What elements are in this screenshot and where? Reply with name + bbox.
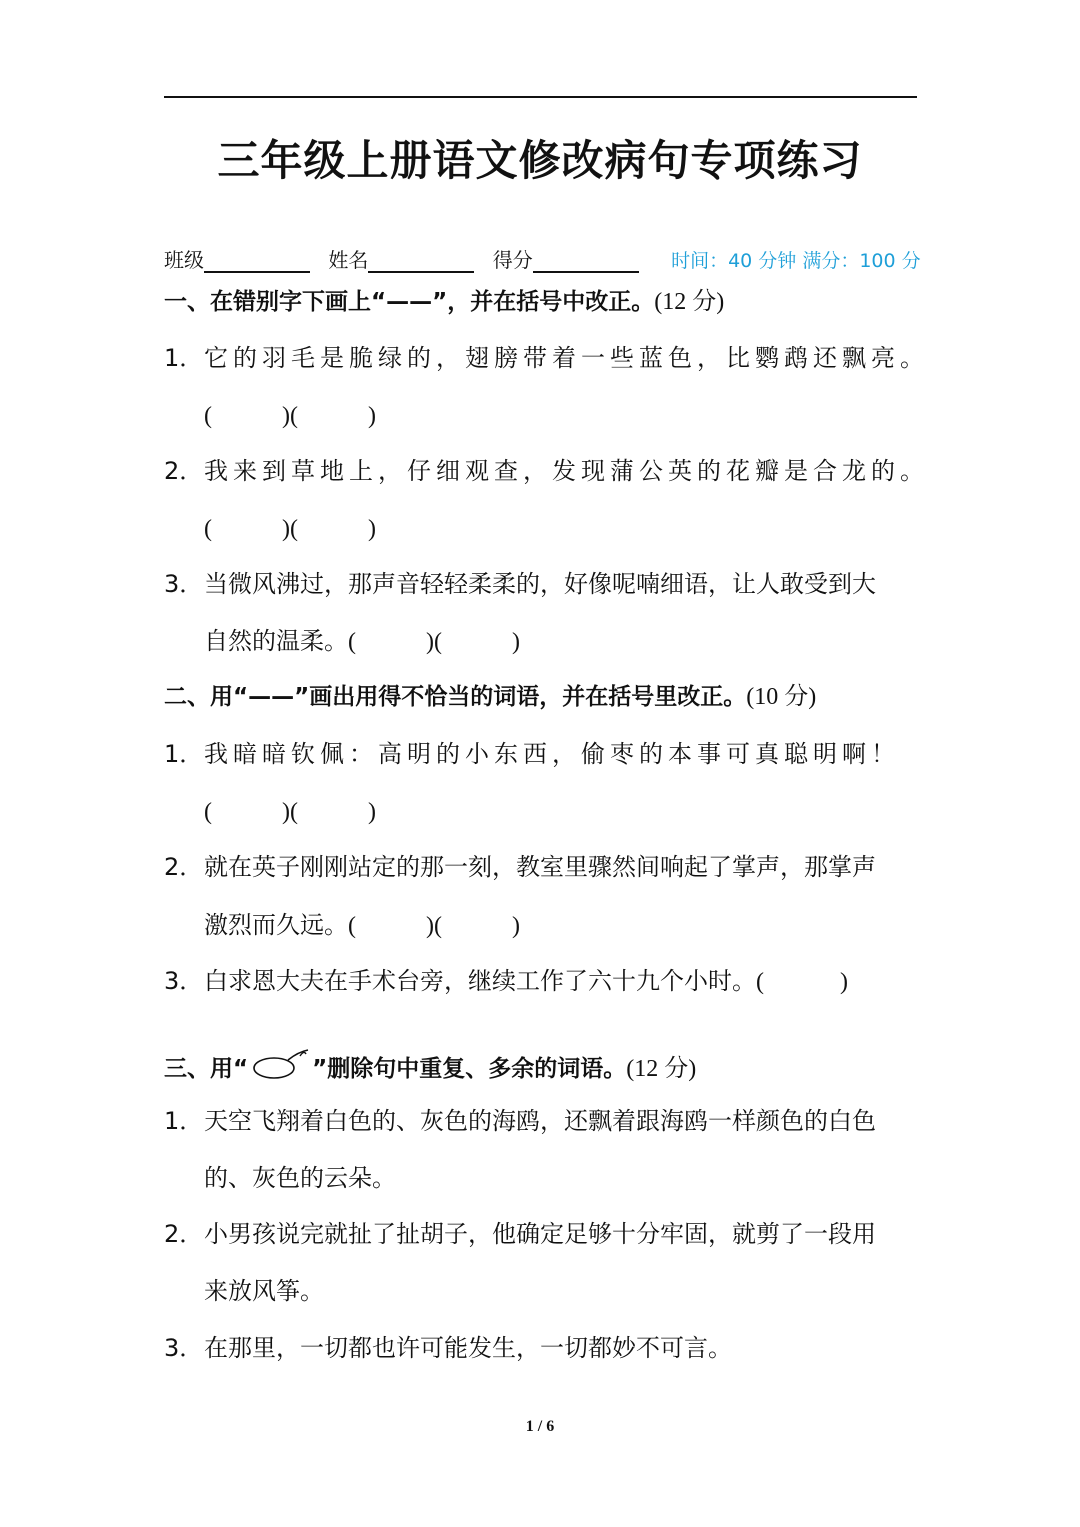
s1-item3-cont: 自然的温柔。( )( ) bbox=[204, 627, 520, 655]
student-info-row bbox=[164, 244, 924, 273]
section2-heading: 二、用“——”画出用得不恰当的词语，并在括号里改正。(10 分) bbox=[164, 684, 817, 710]
score-blank[interactable] bbox=[533, 249, 639, 273]
s3-item3: 3．在那里，一切都也许可能发生，一切都妙不可言。 bbox=[164, 1334, 732, 1362]
score-label: 得分 bbox=[492, 248, 533, 272]
s1-item3: 3．当微风沸过，那声音轻轻柔柔的，好像呢喃细语，让人敢受到大 bbox=[164, 570, 876, 598]
s2-item3-answers[interactable]: ( ) bbox=[756, 969, 848, 995]
class-blank[interactable] bbox=[204, 249, 310, 273]
page-title: 三年级上册语文修改病句专项练习 bbox=[217, 136, 863, 185]
s2-item1-answers[interactable]: ( )( ) bbox=[204, 799, 376, 825]
s3-item1-cont: 的、灰色的云朵。 bbox=[204, 1164, 396, 1192]
s2-item2-answers[interactable]: ( )( ) bbox=[348, 913, 520, 939]
name-label: 姓名 bbox=[328, 248, 369, 272]
s1-item1: 1．它的羽毛是脆绿的，翅膀带着一些蓝色，比鹦鹉还飘亮。 bbox=[164, 344, 929, 372]
s2-item3: 3．白求恩大夫在手术台旁，继续工作了六十九个小时。( ) bbox=[164, 967, 848, 995]
s2-item2-cont: 激烈而久远。( )( ) bbox=[204, 911, 520, 939]
s3-item2-cont: 来放风筝。 bbox=[204, 1277, 324, 1305]
s2-item2: 2．就在英子刚刚站定的那一刻，教室里骤然间响起了掌声，那掌声 bbox=[164, 853, 876, 881]
top-rule bbox=[164, 96, 917, 98]
s1-item3-answers[interactable]: ( )( ) bbox=[348, 629, 520, 655]
section3-points: (12 分) bbox=[626, 1056, 697, 1082]
s3-item2: 2．小男孩说完就扯了扯胡子，他确定足够十分牢固，就剪了一段用 bbox=[164, 1220, 876, 1248]
s2-item1: 1．我暗暗钦佩：高明的小东西，偷枣的本事可真聪明啊！ bbox=[164, 740, 900, 768]
section3-heading: 三、用“ ”删除句中重复、多余的词语。(12 分) bbox=[164, 1048, 696, 1085]
delete-mark-icon bbox=[248, 1048, 312, 1082]
s3-item1: 1．天空飞翔着白色的、灰色的海鸥，还飘着跟海鸥一样颜色的白色 bbox=[164, 1107, 876, 1135]
name-blank[interactable] bbox=[368, 249, 474, 273]
exam-meta: 时间：40 分钟 满分：100 分 bbox=[671, 250, 921, 272]
class-label: 班级 bbox=[164, 248, 204, 272]
section2-points: (10 分) bbox=[746, 684, 817, 710]
section1-heading: 一、在错别字下画上“——”，并在括号中改正。(12 分) bbox=[164, 289, 725, 315]
s1-item1-answers[interactable]: ( )( ) bbox=[204, 403, 376, 429]
section1-points: (12 分) bbox=[654, 289, 725, 315]
s1-item2: 2．我来到草地上，仔细观查，发现蒲公英的花瓣是合龙的。 bbox=[164, 457, 929, 485]
page-number: 1 / 6 bbox=[525, 1418, 555, 1435]
s1-item2-answers[interactable]: ( )( ) bbox=[204, 516, 376, 542]
